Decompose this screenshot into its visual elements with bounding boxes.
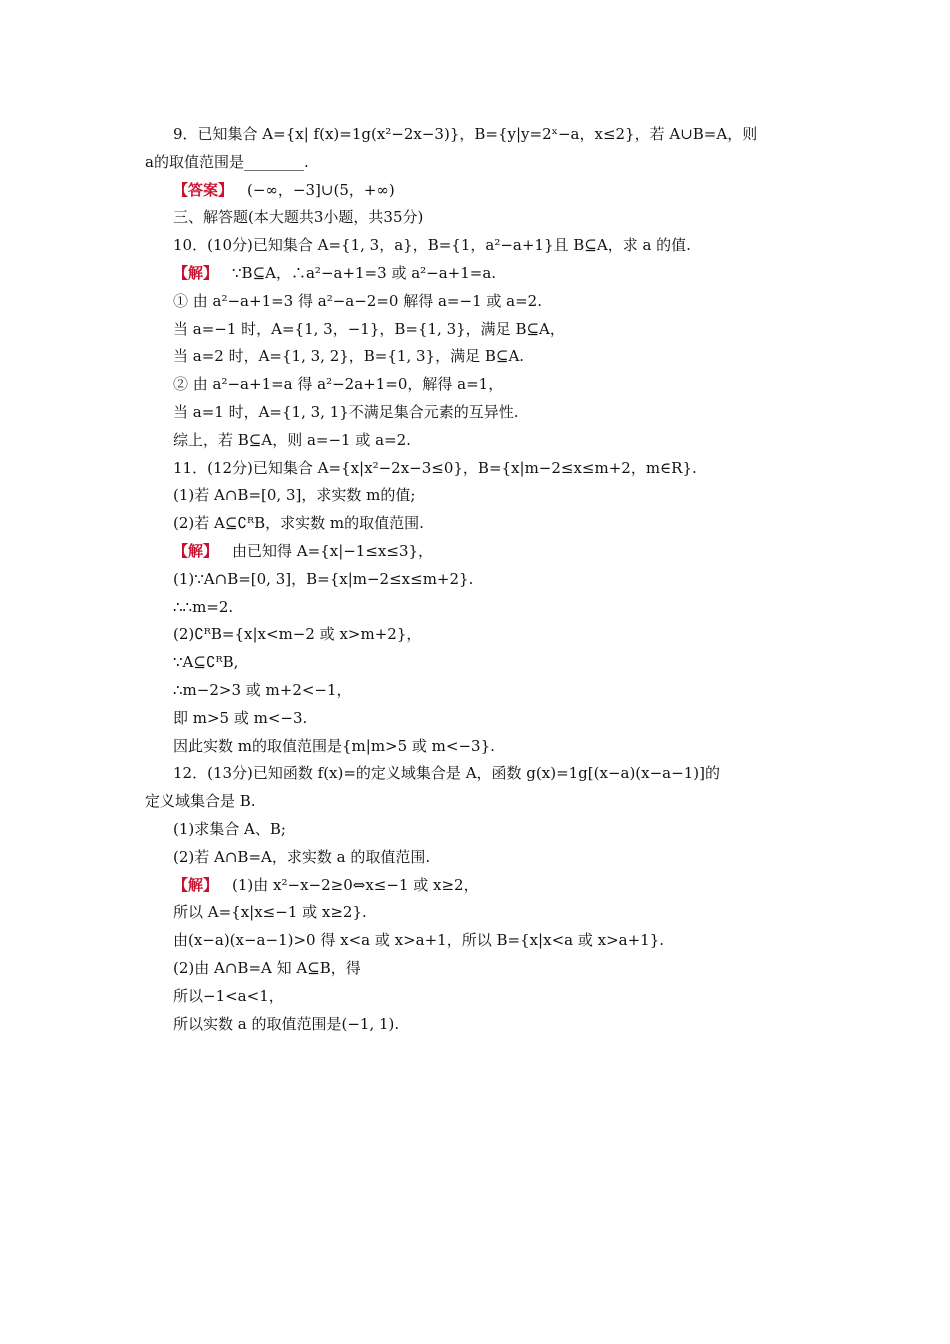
document-page xyxy=(145,121,810,1038)
question-12-part-1: (1)求集合 A、B; xyxy=(173,819,286,838)
question-11-part-2: (2)若 A⊆∁ᴿB，求实数 m的取值范围. xyxy=(173,514,424,533)
solution-line: 即 m>5 或 m<−3. xyxy=(173,708,308,727)
solution-line: ∵A⊆∁ᴿB, xyxy=(173,653,239,672)
solution-text: (1)由 x²−x−2≥0⇔x≤−1 或 x≥2， xyxy=(232,875,479,894)
question-12-solution-start xyxy=(145,872,810,900)
solution-line: 当 a=1 时，A={1, 3, 1}不满足集合元素的互异性. xyxy=(173,402,519,421)
solution-line: (2)由 A∩B=A 知 A⊆B，得 xyxy=(173,958,361,977)
solution-line: ② 由 a²−a+1=a 得 a²−2a+1=0，解得 a=1， xyxy=(173,375,504,394)
solution-line: 所以 A={x|x≤−1 或 x≥2}. xyxy=(173,903,367,922)
question-12-part-2: (2)若 A∩B=A，求实数 a 的取值范围. xyxy=(173,847,431,866)
question-11-part-1: (1)若 A∩B=[0, 3]，求实数 m的值; xyxy=(173,486,416,505)
question-9-line-2: a的取值范围是________. xyxy=(145,152,309,171)
solution-line: 综上，若 B⊆A，则 a=−1 或 a=2. xyxy=(173,430,411,449)
solution-tag: 【解】 xyxy=(173,541,219,560)
solution-line: 所以实数 a 的取值范围是(−1, 1). xyxy=(173,1014,400,1033)
question-10: 10．(10分)已知集合 A={1, 3，a}，B={1，a²−a+1}且 B⊆A，求 a 的值. xyxy=(173,236,691,255)
question-9-answer xyxy=(145,177,810,205)
question-11-solution-start xyxy=(145,538,810,566)
solution-line: ① 由 a²−a+1=3 得 a²−a−2=0 解得 a=−1 或 a=2. xyxy=(173,291,542,310)
solution-line: 因此实数 m的取值范围是{m|m>5 或 m<−3}. xyxy=(173,736,495,755)
answer-tag: 【答案】 xyxy=(173,180,234,199)
solution-line: 当 a=−1 时，A={1, 3，−1}，B={1, 3}，满足 B⊆A， xyxy=(173,319,565,338)
solution-line: 所以−1<a<1， xyxy=(173,986,284,1005)
solution-tag: 【解】 xyxy=(173,263,219,282)
solution-line: (2)∁ᴿB={x|x<m−2 或 x>m+2}， xyxy=(173,625,422,644)
solution-line: ∴m−2>3 或 m+2<−1， xyxy=(173,680,352,699)
question-12-line-1: 12．(13分)已知函数 f(x)=的定义域集合是 A，函数 g(x)=1g[(x−a)(x−a−1)]的 xyxy=(173,764,720,783)
solution-text: 由已知得 A={x|−1≤x≤3}， xyxy=(232,541,434,560)
question-11: 11．(12分)已知集合 A={x|x²−2x−3≤0}，B={x|m−2≤x≤m+2，m∈R}. xyxy=(173,458,697,477)
question-10-solution-start xyxy=(145,260,810,288)
question-9-line-1: 9．已知集合 A={x| f(x)=1g(x²−2x−3)}，B={y|y=2ˣ−a，x≤2}，若 A∪B=A，则 xyxy=(173,125,758,143)
answer-text: (−∞，−3]∪(5，+∞) xyxy=(247,180,395,199)
solution-tag: 【解】 xyxy=(173,875,219,894)
solution-line: 由(x−a)(x−a−1)>0 得 x<a 或 x>a+1，所以 B={x|x<a 或 x>a+1}. xyxy=(173,931,665,950)
solution-line: 当 a=2 时，A={1, 3, 2}，B={1, 3}，满足 B⊆A. xyxy=(173,347,525,366)
solution-line: (1)∵A∩B=[0, 3]，B={x|m−2≤x≤m+2}. xyxy=(173,569,474,588)
section-heading: 三、解答题(本大题共3小题，共35分) xyxy=(173,208,424,227)
question-12-line-2: 定义域集合是 B. xyxy=(145,792,256,811)
solution-text: ∵B⊆A，∴a²−a+1=3 或 a²−a+1=a. xyxy=(232,263,497,282)
solution-line: ∴∴m=2. xyxy=(173,597,234,616)
